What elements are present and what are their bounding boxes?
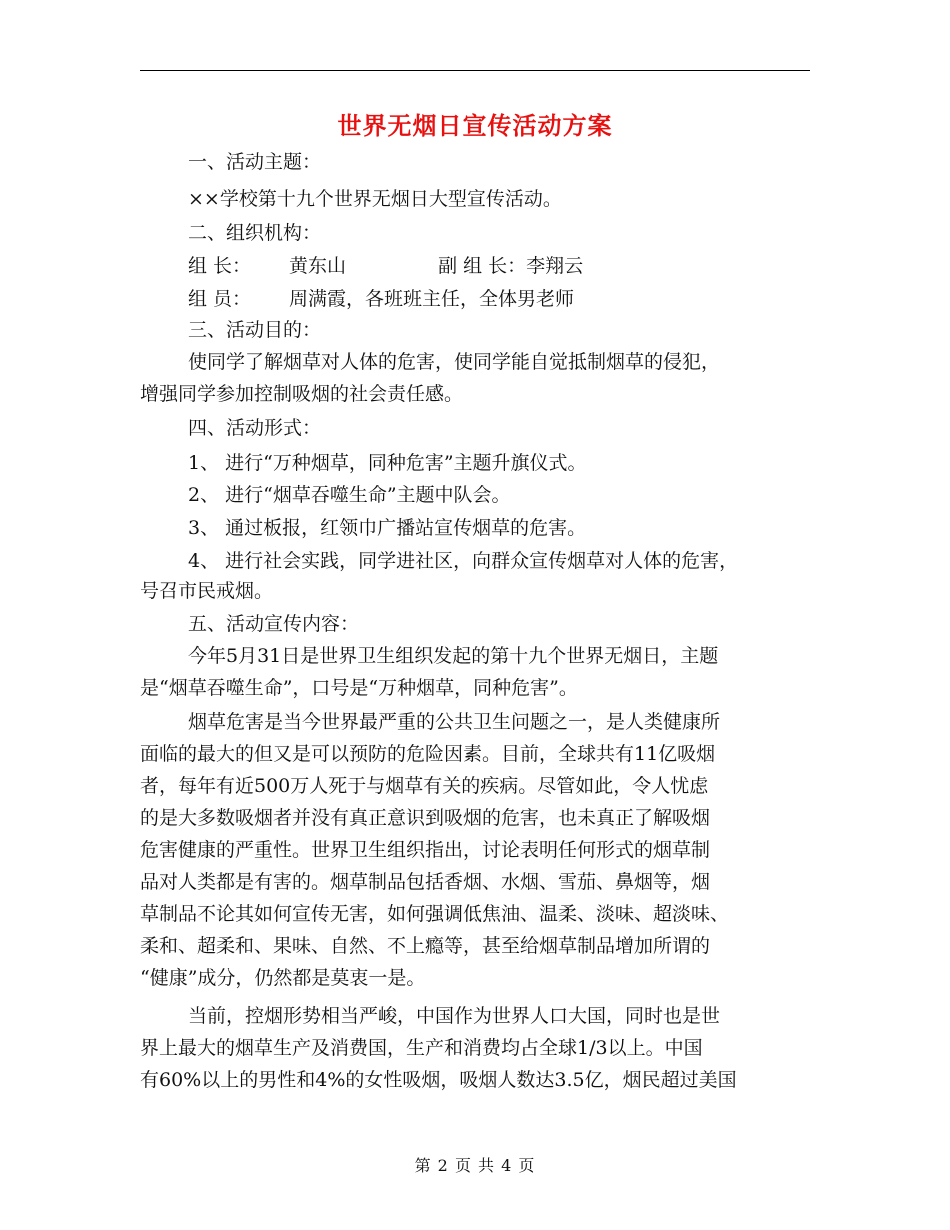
leader-label: 组 长： bbox=[188, 255, 252, 277]
paragraph-line: 界上最大的烟草生产及消费国，生产和消费均占全球1/3以上。中国 bbox=[140, 1037, 703, 1059]
paragraph-line: 今年5月31日是世界卫生组织发起的第十九个世界无烟日，主题 bbox=[188, 645, 719, 667]
paragraph-line: 当前，控烟形势相当严峻，中国作为世界人口大国，同时也是世 bbox=[188, 1005, 721, 1027]
list-item: 4、 进行社会实践，同学进社区，向群众宣传烟草对人体的危害， bbox=[188, 550, 739, 572]
paragraph-line: 号召市民戒烟。 bbox=[140, 580, 274, 602]
paragraph-line: 品对人类都是有害的。烟草制品包括香烟、水烟、雪茄、鼻烟等，烟 bbox=[140, 871, 711, 893]
paragraph-line: 增强同学参加控制吸烟的社会责任感。 bbox=[140, 383, 464, 405]
paragraph-line: 有60%以上的男性和4%的女性吸烟，吸烟人数达3.5亿，烟民超过美国 bbox=[140, 1069, 737, 1091]
paragraph-line: 者，每年有近500万人死于与烟草有关的疾病。尽管如此，令人忧虑 bbox=[140, 775, 709, 797]
document-title: 世界无烟日宣传活动方案 bbox=[337, 111, 613, 140]
list-item: 1、 进行“万种烟草，同种危害”主题升旗仪式。 bbox=[188, 452, 587, 474]
org-members-row bbox=[188, 283, 574, 315]
paragraph-line: 的是大多数吸烟者并没有真正意识到吸烟的危害，也未真正了解吸烟 bbox=[140, 807, 711, 829]
paragraph-line: 是“烟草吞噬生命”，口号是“万种烟草，同种危害”。 bbox=[140, 677, 578, 699]
paragraph-line: 柔和、超柔和、果味、自然、不上瘾等，甚至给烟草制品增加所谓的 bbox=[140, 935, 711, 957]
members-list: 周满霞，各班班主任，全体男老师 bbox=[289, 288, 575, 310]
paragraph-line: 面临的最大的但又是可以预防的危险因素。目前，全球共有11亿吸烟 bbox=[140, 743, 716, 765]
list-item: 2、 进行“烟草吞噬生命”主题中队会。 bbox=[188, 484, 511, 506]
section-heading-format: 四、活动形式： bbox=[188, 417, 322, 439]
leader-name: 黄东山 bbox=[289, 255, 347, 277]
paragraph-line: 使同学了解烟草对人体的危害，使同学能自觉抵制烟草的侵犯， bbox=[188, 351, 721, 373]
paragraph-line: 烟草危害是当今世界最严重的公共卫生问题之一，是人类健康所 bbox=[188, 711, 721, 733]
paragraph-line: 草制品不论其如何宣传无害，如何强调低焦油、温柔、淡味、超淡味、 bbox=[140, 903, 730, 925]
header-rule bbox=[140, 70, 810, 71]
section-heading-content: 五、活动宣传内容： bbox=[188, 613, 360, 635]
org-leader-row bbox=[188, 250, 583, 282]
members-label: 组 员： bbox=[188, 288, 252, 310]
section-heading-theme: 一、活动主题： bbox=[188, 151, 322, 173]
list-item: 3、 通过板报，红领巾广播站宣传烟草的危害。 bbox=[188, 517, 587, 539]
section-heading-purpose: 三、活动目的： bbox=[188, 319, 322, 341]
section-heading-organization: 二、组织机构： bbox=[188, 222, 322, 244]
paragraph-line: 危害健康的严重性。世界卫生组织指出，讨论表明任何形式的烟草制 bbox=[140, 839, 711, 861]
deputy-leader: 副 组 长：李翔云 bbox=[438, 255, 584, 277]
paragraph-line: ××学校第十九个世界无烟日大型宣传活动。 bbox=[188, 188, 562, 210]
paragraph-line: “健康”成分，仍然都是莫衷一是。 bbox=[140, 967, 426, 989]
page-number: 第 2 页 共 4 页 bbox=[414, 1156, 536, 1175]
